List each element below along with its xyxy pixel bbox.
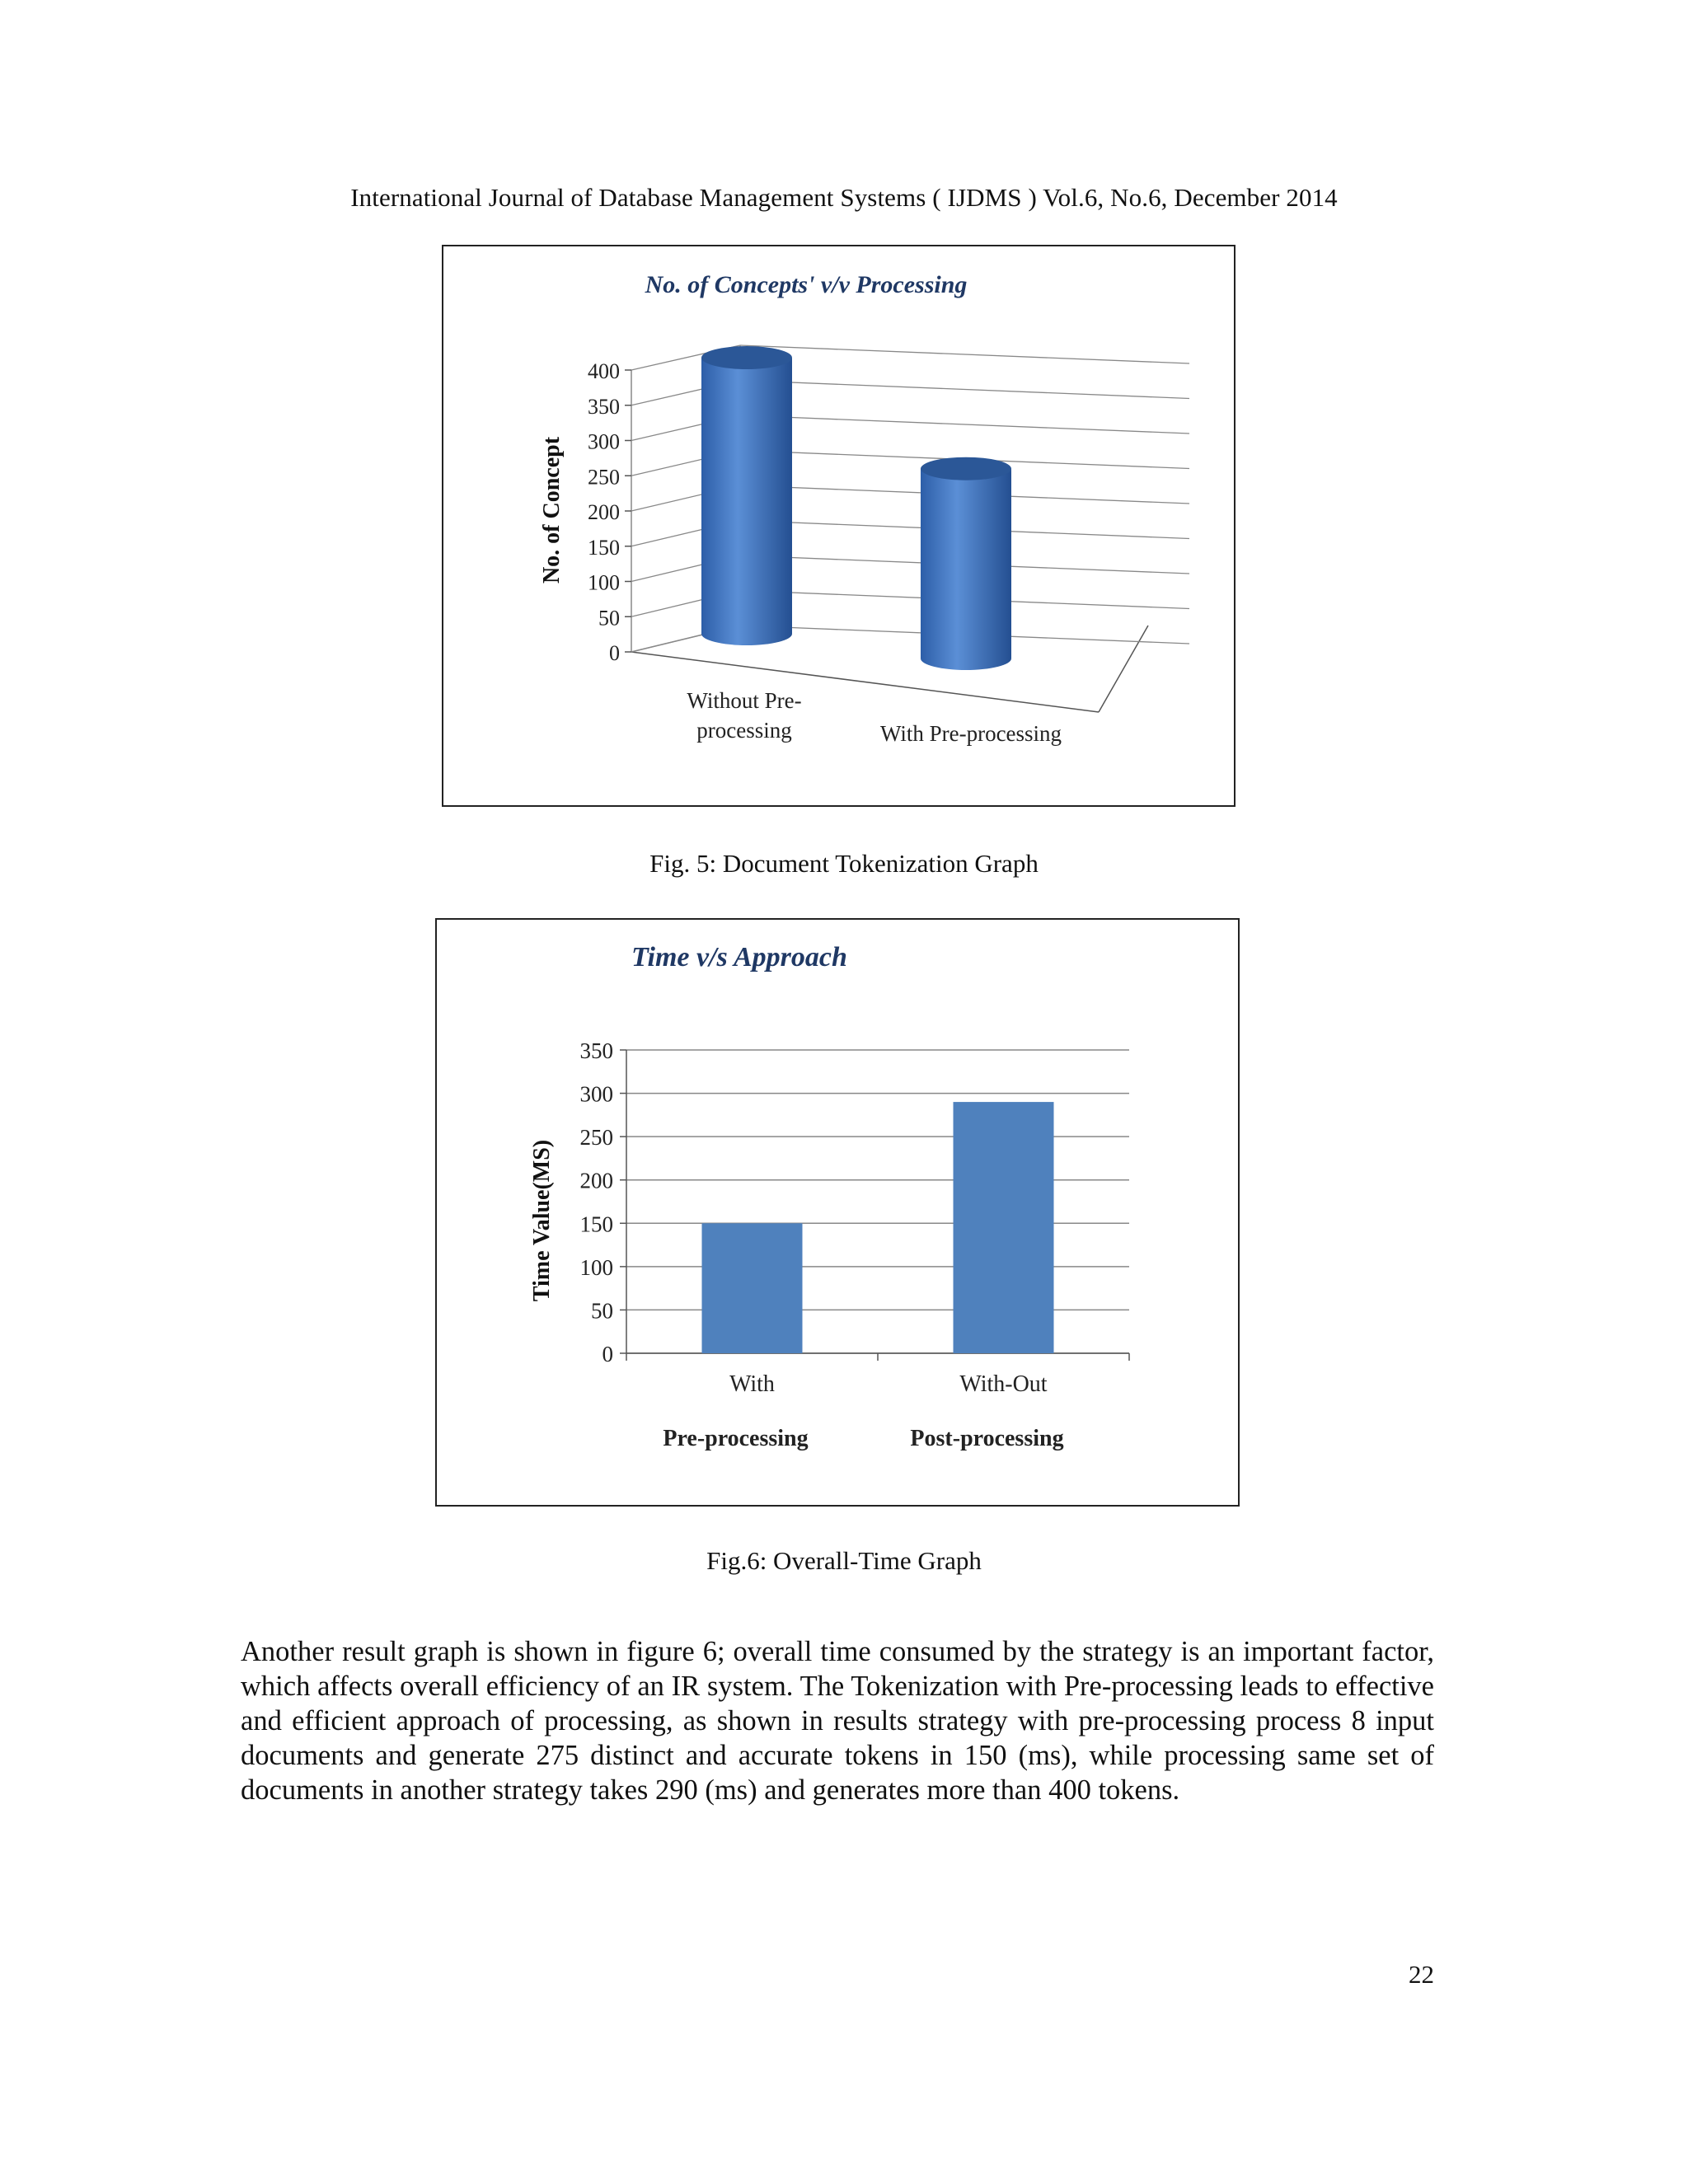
x-category-label: With Pre-processing <box>879 721 1062 746</box>
y-tick-label: 200 <box>579 1168 613 1193</box>
back-grid-line <box>740 345 1189 363</box>
y-tick-label: 250 <box>579 1125 613 1151</box>
y-tick-label: 250 <box>588 465 620 490</box>
bar-cylinder-body <box>701 358 792 645</box>
back-grid-line <box>740 415 1189 434</box>
y-tick-label: 50 <box>598 606 620 630</box>
y-tick-label: 0 <box>609 641 620 665</box>
y-axis-label: No. of Concept <box>539 436 565 584</box>
y-tick-label: 150 <box>579 1212 613 1237</box>
floor-right-edge <box>1099 626 1148 712</box>
running-header: International Journal of Database Management Systems ( IJDMS ) Vol.6, No.6, December 2014 <box>350 183 1338 212</box>
y-tick-label: 200 <box>588 500 620 524</box>
y-tick-label: 300 <box>579 1081 613 1107</box>
bar-cylinder-top <box>701 346 792 369</box>
bar <box>954 1102 1054 1353</box>
x-category-sublabel: Post-processing <box>910 1426 1064 1451</box>
y-tick-label: 350 <box>588 394 620 419</box>
y-tick-label: 150 <box>588 535 620 560</box>
x-category-label: Without Pre-processing <box>687 688 802 743</box>
y-tick-label: 50 <box>591 1298 613 1324</box>
time-chart-svg <box>437 920 1238 1505</box>
page-number: 22 <box>1409 1960 1434 1989</box>
chart-title: No. of Concepts' v/v Processing <box>645 271 968 298</box>
y-tick-label: 400 <box>588 359 620 383</box>
figure-6-chart <box>435 918 1240 1507</box>
y-axis-label: Time Value(MS) <box>529 1139 555 1302</box>
x-category-label: With <box>729 1371 775 1397</box>
bar-cylinder-top <box>921 457 1011 480</box>
y-tick-label: 0 <box>602 1342 613 1366</box>
body-paragraph: Another result graph is shown in figure 6; overall time consumed by the strategy is an important factor, which affects overall efficiency of an IR system. The Tokenization with Pre-processing leads to effective and efficient approach of processing, as shown in results strategy with pre-processing process 8 input documents and generate 275 distinct and accurate tokens in 150 (ms), while processing same set of documents in another strategy takes 290 (ms) and generates more than 400 tokens. <box>241 1635 1434 1806</box>
x-category-sublabel: Pre-processing <box>663 1426 809 1451</box>
figure-6-caption: Fig.6: Overall-Time Graph <box>706 1546 982 1575</box>
bar <box>702 1223 803 1353</box>
y-tick-label: 350 <box>579 1038 613 1063</box>
figure-5-chart <box>442 245 1236 807</box>
back-grid-line <box>740 381 1189 399</box>
bar-cylinder-body <box>921 469 1011 670</box>
concepts-chart-svg <box>443 246 1234 805</box>
y-tick-label: 100 <box>579 1254 613 1280</box>
figure-5-caption: Fig. 5: Document Tokenization Graph <box>649 849 1039 878</box>
chart-title: Time v/s Approach <box>631 942 847 972</box>
y-tick-label: 300 <box>588 429 620 454</box>
x-category-label: With-Out <box>959 1371 1048 1397</box>
y-tick-label: 100 <box>588 570 620 595</box>
